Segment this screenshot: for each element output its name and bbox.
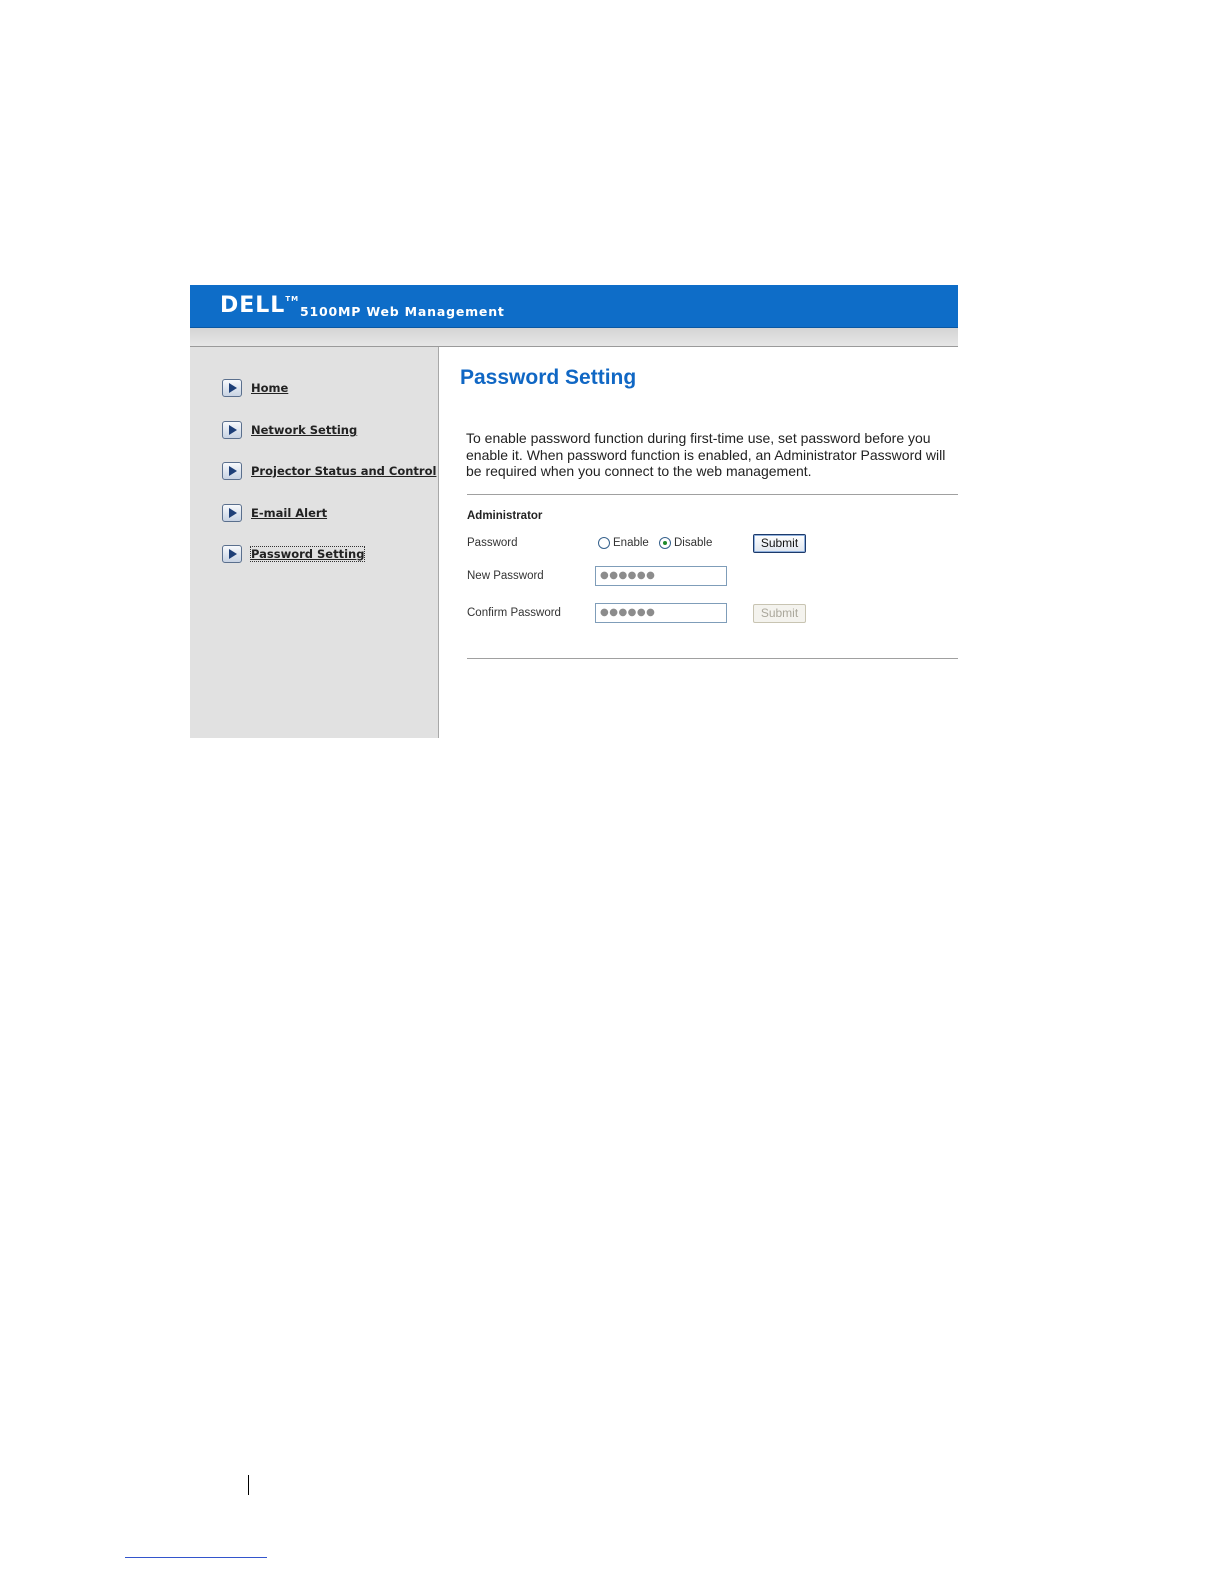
section-title: Administrator	[467, 510, 543, 522]
radio-checked-icon	[659, 537, 671, 549]
header-bar	[190, 285, 958, 328]
sidebar-item-label: Projector Status and Control	[251, 464, 437, 478]
main-content	[439, 347, 958, 738]
description-text: To enable password function during first-time use, set password before you enable it. When password function is enabled, an Administrator Password will be required when you connect to the web management.	[466, 430, 946, 479]
arrow-right-icon	[222, 421, 242, 439]
password-label: Password	[467, 537, 518, 549]
arrow-right-icon	[222, 462, 242, 480]
sidebar	[190, 347, 439, 738]
sidebar-item-email-alert[interactable]	[222, 502, 327, 524]
page-title: Password Setting	[460, 366, 637, 389]
sidebar-item-network-setting[interactable]	[222, 419, 357, 441]
sidebar-item-label: Password Setting	[251, 547, 365, 561]
enable-label: Enable	[613, 537, 649, 549]
confirm-password-field[interactable]: ●●●●●●	[595, 603, 727, 623]
sidebar-item-label: Home	[251, 381, 289, 395]
radio-unchecked-icon	[598, 537, 610, 549]
sidebar-item-projector-status[interactable]	[222, 460, 436, 482]
screenshot-frame	[190, 285, 958, 738]
dell-logo	[220, 293, 299, 318]
sidebar-item-password-setting[interactable]	[222, 543, 364, 565]
brand-text: DELL	[220, 293, 286, 318]
confirm-password-label: Confirm Password	[467, 607, 561, 619]
divider	[467, 658, 958, 659]
disable-label: Disable	[674, 537, 713, 549]
footer-underline	[125, 1557, 267, 1558]
submit-new-password-button[interactable]: Submit	[753, 604, 806, 623]
page-margin-bar	[248, 1475, 249, 1495]
divider	[467, 494, 958, 495]
new-password-label: New Password	[467, 570, 544, 582]
submit-password-toggle-button[interactable]: Submit	[753, 534, 806, 553]
trademark-mark: TM	[285, 295, 300, 303]
arrow-right-icon	[222, 379, 242, 397]
disable-radio[interactable]	[659, 537, 712, 549]
sidebar-item-label: Network Setting	[251, 423, 358, 437]
arrow-right-icon	[222, 504, 242, 522]
new-password-field[interactable]: ●●●●●●	[595, 566, 727, 586]
arrow-right-icon	[222, 545, 242, 563]
sidebar-item-label: E-mail Alert	[251, 506, 328, 520]
sidebar-item-home[interactable]	[222, 377, 288, 399]
product-title: 5100MP Web Management	[300, 304, 505, 319]
header-subbar	[190, 328, 958, 347]
enable-radio[interactable]	[598, 537, 649, 549]
